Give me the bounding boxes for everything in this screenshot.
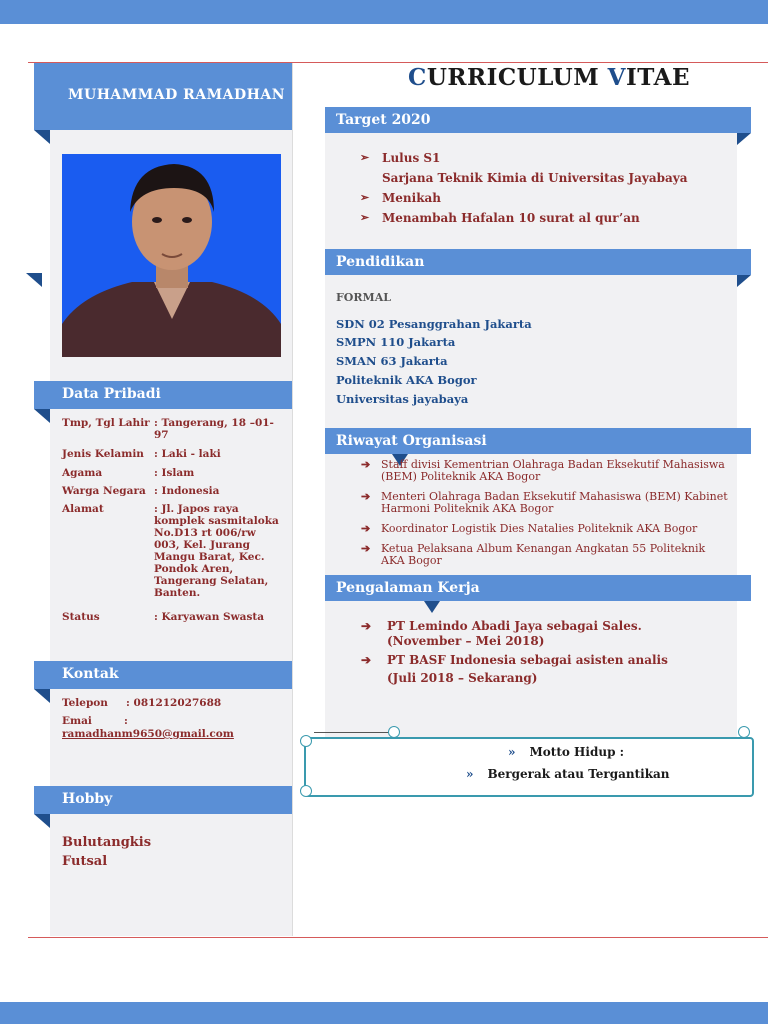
arrow-bullet-icon: ➔ — [361, 542, 371, 555]
name-banner — [34, 63, 292, 130]
ribbon-fold-icon — [737, 133, 751, 145]
motto-text: » Bergerak atau Tergantikan — [466, 767, 670, 781]
school-item: Politeknik AKA Bogor — [336, 373, 477, 387]
profile-photo — [62, 154, 281, 357]
education-type: FORMAL — [336, 291, 391, 304]
full-name: MUHAMMAD RAMADHAN — [68, 87, 286, 103]
section-header-hobby: Hobby — [34, 786, 292, 814]
arrow-bullet-icon: ➔ — [361, 522, 371, 535]
ribbon-fold-icon — [34, 689, 50, 703]
section-header-pendidikan: Pendidikan — [325, 249, 751, 275]
section-header-kontak: Kontak — [34, 661, 292, 689]
hobby-item: Bulutangkis — [62, 835, 152, 850]
section-header-pengalaman: Pengalaman Kerja — [325, 575, 751, 601]
bottom-rule — [28, 937, 768, 938]
arrow-bullet-icon: ➔ — [361, 653, 372, 667]
ribbon-fold-icon — [34, 814, 50, 828]
ribbon-fold-icon — [26, 273, 42, 287]
school-item: SMAN 63 Jakarta — [336, 354, 448, 368]
section-header-target: Target 2020 — [325, 107, 751, 133]
ribbon-fold-icon — [424, 601, 440, 613]
scroll-curl-icon — [388, 726, 400, 738]
section-header-data-pribadi: Data Pribadi — [34, 381, 292, 409]
double-chevron-icon: » — [466, 767, 474, 781]
arrow-bullet-icon: ➔ — [361, 490, 371, 503]
ribbon-fold-icon — [34, 130, 50, 144]
hobby-item: Futsal — [62, 854, 108, 869]
email-link[interactable]: ramadhanm9650@gmail.com — [62, 728, 234, 740]
school-item: SMPN 110 Jakarta — [336, 335, 456, 349]
ribbon-fold-icon — [737, 275, 751, 287]
section-header-organisasi: Riwayat Organisasi — [325, 428, 751, 454]
organization-item: ➔ Menteri Olahraga Badan Eksekutif Mahasiswa (BEM) Kabinet Harmoni Politeknik AKA Bogor — [361, 490, 728, 515]
top-banner — [0, 0, 768, 24]
scroll-curl-icon — [300, 785, 312, 797]
arrow-bullet-icon: ➢ — [360, 151, 370, 164]
organization-item: ➔ Staff divisi Kementrian Olahraga Badan Eksekutif Mahasiswa (BEM) Politeknik AKA Bogor — [361, 458, 725, 483]
arrow-bullet-icon: ➢ — [360, 191, 370, 204]
school-item: Universitas jayabaya — [336, 392, 469, 406]
arrow-bullet-icon: ➔ — [361, 458, 371, 471]
scroll-top-edge — [314, 732, 394, 733]
arrow-bullet-icon: ➢ — [360, 211, 370, 224]
ribbon-fold-icon — [34, 409, 50, 423]
motto-title: » Motto Hidup : — [508, 745, 625, 759]
scroll-curl-icon — [300, 735, 312, 747]
organization-item: ➔ Ketua Pelaksana Album Kenangan Angkatan 55 Politeknik AKA Bogor — [361, 542, 706, 567]
school-item: SDN 02 Pesanggrahan Jakarta — [336, 317, 532, 331]
organization-item: ➔ Koordinator Logistik Dies Natalies Politeknik AKA Bogor — [361, 522, 698, 535]
scroll-curl-icon — [738, 726, 750, 738]
arrow-bullet-icon: ➔ — [361, 619, 372, 633]
double-chevron-icon: » — [508, 745, 516, 759]
page-title: CURRICULUM VITAE — [408, 64, 691, 91]
bottom-banner — [0, 1002, 768, 1024]
